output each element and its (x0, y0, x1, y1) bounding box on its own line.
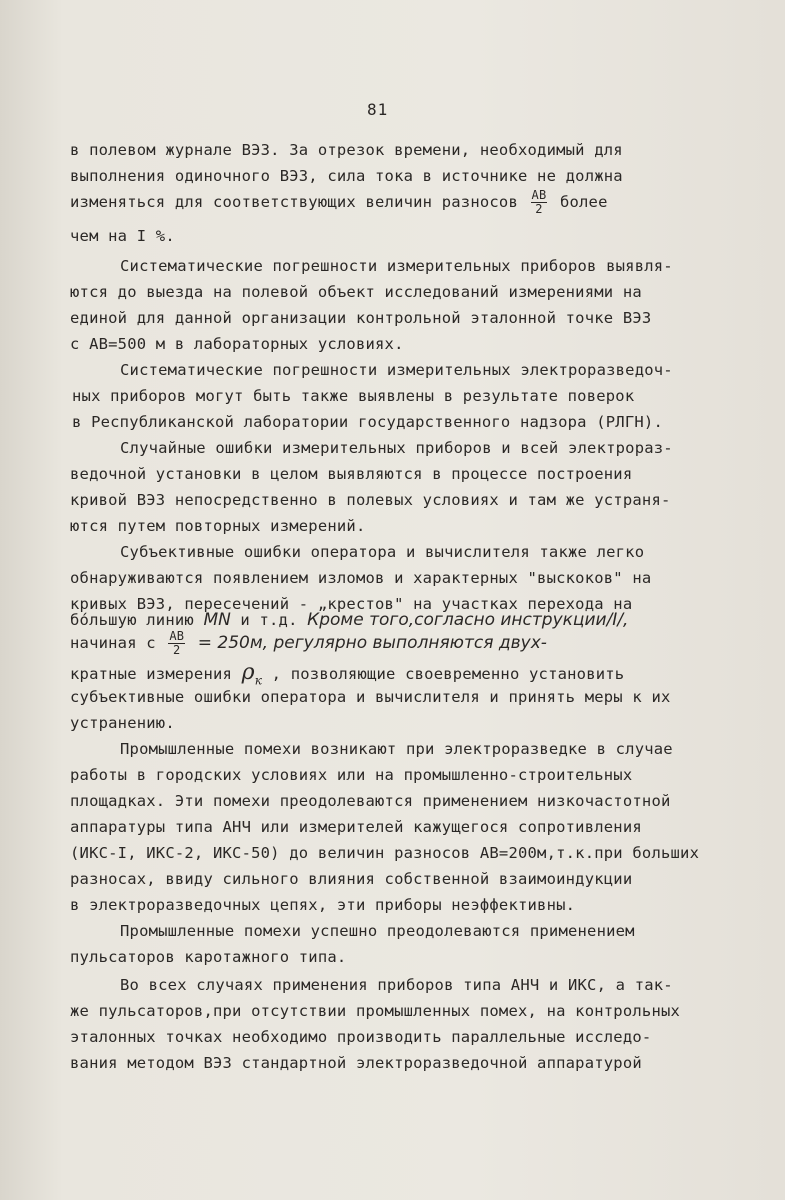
fraction-denominator: 2 (173, 643, 181, 657)
text-span: изменяться для соответствующих величин разносов (70, 193, 518, 211)
text-line (70, 189, 608, 215)
fraction-numerator: AB (169, 629, 185, 643)
text-line: пульсаторов каротажного типа. (70, 948, 347, 966)
text-line: ных приборов могут быть также выявлены в результате поверок (72, 387, 635, 405)
text-line: в электроразведочных цепях, эти приборы неэффективны. (70, 896, 576, 914)
text-line: кривой ВЭЗ непосредственно в полевых условиях и там же устраня- (70, 491, 671, 509)
text-line: кривых ВЭЗ, пересечений - „крестов" на участках перехода на (70, 595, 633, 613)
text-line: в Республиканской лаборатории государственного надзора (РЛГН). (72, 413, 663, 431)
text-line: с АВ=500 м в лабораторных условиях. (70, 335, 404, 353)
fraction-ab-over-2 (531, 189, 548, 216)
rho-k-symbol (241, 660, 263, 688)
text-line: (ИКС-I, ИКС-2, ИКС-50) до величин разносов АВ=200м,т.к.при больших (70, 844, 700, 862)
fraction-denominator: 2 (535, 202, 543, 216)
text-span: , позволяющие своевременно установить (271, 665, 625, 683)
text-line: ведочной установки в целом выявляются в процессе построения (70, 465, 633, 483)
page-number: 81 (367, 100, 389, 119)
paragraph-first-line: Систематические погрешности измерительных электроразведоч- (120, 361, 673, 379)
rho-letter: ρ (241, 660, 255, 685)
text-line: единой для данной организации контрольной эталонной точке ВЭЗ (70, 309, 652, 327)
text-line: ются до выезда на полевой объект исследований измерениями на (70, 283, 642, 301)
text-span: начиная с (70, 634, 156, 652)
text-line: чем на I %. (70, 227, 175, 245)
rho-subscript: к (254, 673, 263, 688)
paragraph-first-line: Промышленные помехи возникают при электроразведке в случае (120, 740, 673, 758)
text-span: бо́льшую линию (70, 611, 194, 629)
text-line: вания методом ВЭЗ стандартной электроразведочной аппаратурой (70, 1054, 642, 1072)
handwritten-text: Кроме того,согласно инструкции/I/, (307, 610, 629, 630)
text-line: субъективные ошибки оператора и вычислителя и принять меры к их (70, 688, 671, 706)
text-span: и т.д. (240, 611, 298, 629)
paragraph-first-line: Субъективные ошибки оператора и вычислителя также легко (120, 543, 645, 561)
text-line: устранению. (70, 714, 175, 732)
text-line: разносах, ввиду сильного влияния собственной взаимоиндукции (70, 870, 633, 888)
fraction-ab-over-2 (168, 630, 185, 657)
text-line: работы в городских условиях или на промышленно-строительных (70, 766, 633, 784)
text-line: эталонных точках необходимо производить параллельные исследо- (70, 1028, 652, 1046)
paragraph-first-line: Во всех случаях применения приборов типа АНЧ и ИКС, а так- (120, 976, 673, 994)
text-line: же пульсаторов,при отсутствии промышленных помех, на контрольных (70, 1002, 681, 1020)
paragraph-first-line: Систематические погрешности измерительных приборов выявля- (120, 257, 673, 275)
paragraph-first-line: Случайные ошибки измерительных приборов и всей электрораз- (120, 439, 673, 457)
text-line: выполнения одиночного ВЭЗ, сила тока в источнике не должна (70, 167, 623, 185)
text-span: более (559, 193, 608, 211)
handwritten-mn: MN (203, 610, 231, 630)
text-line: ются путем повторных измерений. (70, 517, 366, 535)
text-line: в полевом журнале ВЭЗ. За отрезок времени, необходимый для (70, 141, 623, 159)
text-span: кратные измерения (70, 665, 233, 683)
text-line: площадках. Эти помехи преодолеваются применением низкочастотной (70, 792, 671, 810)
paragraph-first-line: Промышленные помехи успешно преодолеваются применением (120, 922, 635, 940)
fraction-numerator: AB (531, 188, 547, 202)
text-line: обнаруживаются появлением изломов и характерных "выскоков" на (70, 569, 652, 587)
text-line: аппаратуры типа АНЧ или измерителей кажущегося сопротивления (70, 818, 642, 836)
handwritten-text: = 250м, регулярно выполняются двух- (197, 633, 547, 653)
